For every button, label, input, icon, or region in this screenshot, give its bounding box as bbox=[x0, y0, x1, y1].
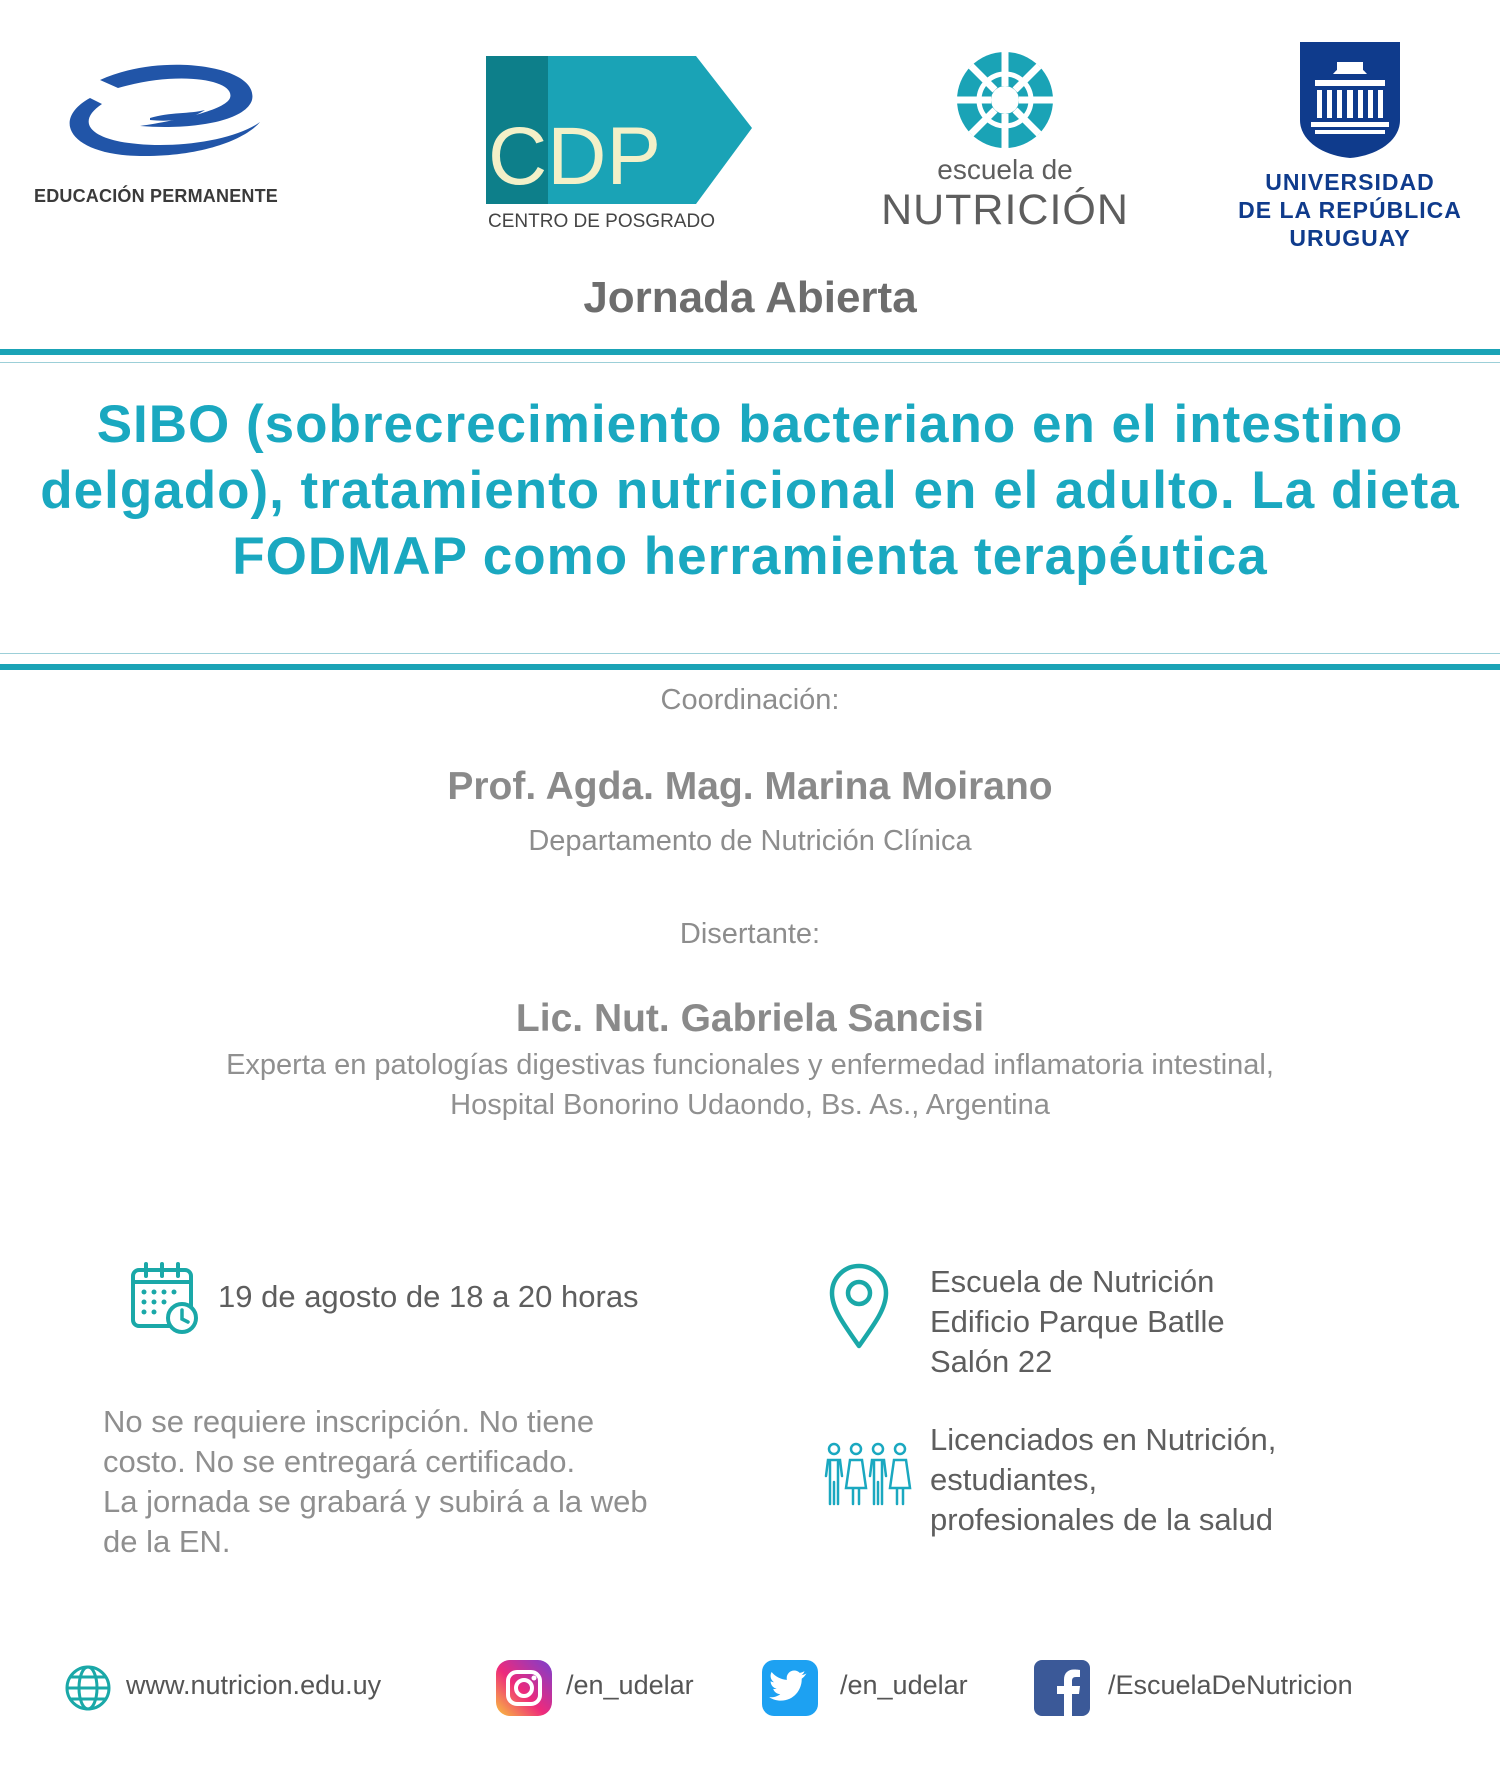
event-audience bbox=[930, 1420, 1430, 1540]
cdp-letters: CDP bbox=[488, 111, 662, 202]
cdp-label: CENTRO DE POSGRADO bbox=[488, 211, 715, 232]
location-pin-icon bbox=[828, 1262, 890, 1350]
note-line1: No se requiere inscripción. No tiene bbox=[103, 1404, 595, 1439]
globe-icon bbox=[64, 1664, 112, 1712]
escuela-line2: NUTRICIÓN bbox=[881, 186, 1129, 234]
coordinator-name: Prof. Agda. Mag. Marina Moirano bbox=[447, 765, 1053, 808]
event-notes bbox=[103, 1402, 743, 1562]
event-type-heading: Jornada Abierta bbox=[583, 273, 917, 322]
udelar-logo bbox=[1225, 40, 1475, 250]
top-divider-thin bbox=[0, 362, 1500, 363]
event-title: SIBO (sobrecrecimiento bacteriano en el intestino delgado), tratamiento nutricional en el adulto. La dieta FODMAP como herramienta terapéutica bbox=[40, 395, 1460, 586]
event-location bbox=[930, 1262, 1410, 1382]
audience-line1: Licenciados en Nutrición, bbox=[930, 1422, 1277, 1457]
website-link[interactable]: www.nutricion.edu.uy bbox=[126, 1670, 382, 1700]
twitter-icon[interactable] bbox=[762, 1660, 818, 1716]
twitter-handle[interactable]: /en_udelar bbox=[840, 1670, 968, 1700]
educacion-permanente-label: EDUCACIÓN PERMANENTE bbox=[34, 186, 279, 206]
calendar-clock-icon bbox=[130, 1262, 200, 1334]
location-line1: Escuela de Nutrición bbox=[930, 1264, 1215, 1299]
audience-line3: profesionales de la salud bbox=[930, 1502, 1273, 1537]
udelar-building-icon bbox=[1225, 40, 1475, 160]
udelar-line1: UNIVERSIDAD bbox=[1265, 169, 1435, 195]
bottom-divider-thin bbox=[0, 653, 1500, 654]
speaker-label: Disertante: bbox=[679, 918, 821, 950]
note-line2: costo. No se entregará certificado. bbox=[103, 1444, 576, 1479]
event-date: 19 de agosto de 18 a 20 horas bbox=[218, 1279, 639, 1314]
facebook-handle[interactable]: /EscuelaDeNutricion bbox=[1108, 1670, 1353, 1700]
facebook-icon[interactable] bbox=[1034, 1660, 1090, 1716]
speaker-affiliation-line1: Experta en patologías digestivas funcionales y enfermedad inflamatoria intestinal, bbox=[226, 1049, 1274, 1081]
escuela-line1: escuela de bbox=[937, 154, 1073, 185]
coordination-label: Coordinación: bbox=[660, 684, 840, 716]
top-divider-thick bbox=[0, 349, 1500, 355]
educacion-permanente-swoosh-icon bbox=[30, 60, 320, 180]
speaker-affiliation-line2: Hospital Bonorino Udaondo, Bs. As., Argentina bbox=[450, 1089, 1050, 1121]
cdp-logo bbox=[486, 56, 756, 238]
escuela-nutricion-logo bbox=[880, 50, 1130, 235]
instagram-handle[interactable]: /en_udelar bbox=[566, 1670, 694, 1700]
udelar-line3: URUGUAY bbox=[1289, 225, 1411, 251]
cdp-arrow-icon bbox=[486, 56, 756, 216]
speaker-affiliation bbox=[0, 1045, 1500, 1125]
speaker-name: Lic. Nut. Gabriela Sancisi bbox=[515, 997, 985, 1040]
udelar-line2: DE LA REPÚBLICA bbox=[1238, 197, 1462, 223]
coordinator-affiliation: Departamento de Nutrición Clínica bbox=[528, 825, 972, 857]
bottom-divider-thick bbox=[0, 664, 1500, 670]
audience-people-icon bbox=[822, 1442, 912, 1508]
location-line3: Salón 22 bbox=[930, 1344, 1053, 1379]
location-line2: Edificio Parque Batlle bbox=[930, 1304, 1225, 1339]
instagram-icon[interactable] bbox=[496, 1660, 552, 1716]
escuela-nutricion-emblem-icon bbox=[880, 50, 1130, 150]
note-line4: de la EN. bbox=[103, 1524, 231, 1559]
audience-line2: estudiantes, bbox=[930, 1462, 1098, 1497]
educacion-permanente-logo bbox=[30, 60, 320, 210]
note-line3: La jornada se grabará y subirá a la web bbox=[103, 1484, 648, 1519]
